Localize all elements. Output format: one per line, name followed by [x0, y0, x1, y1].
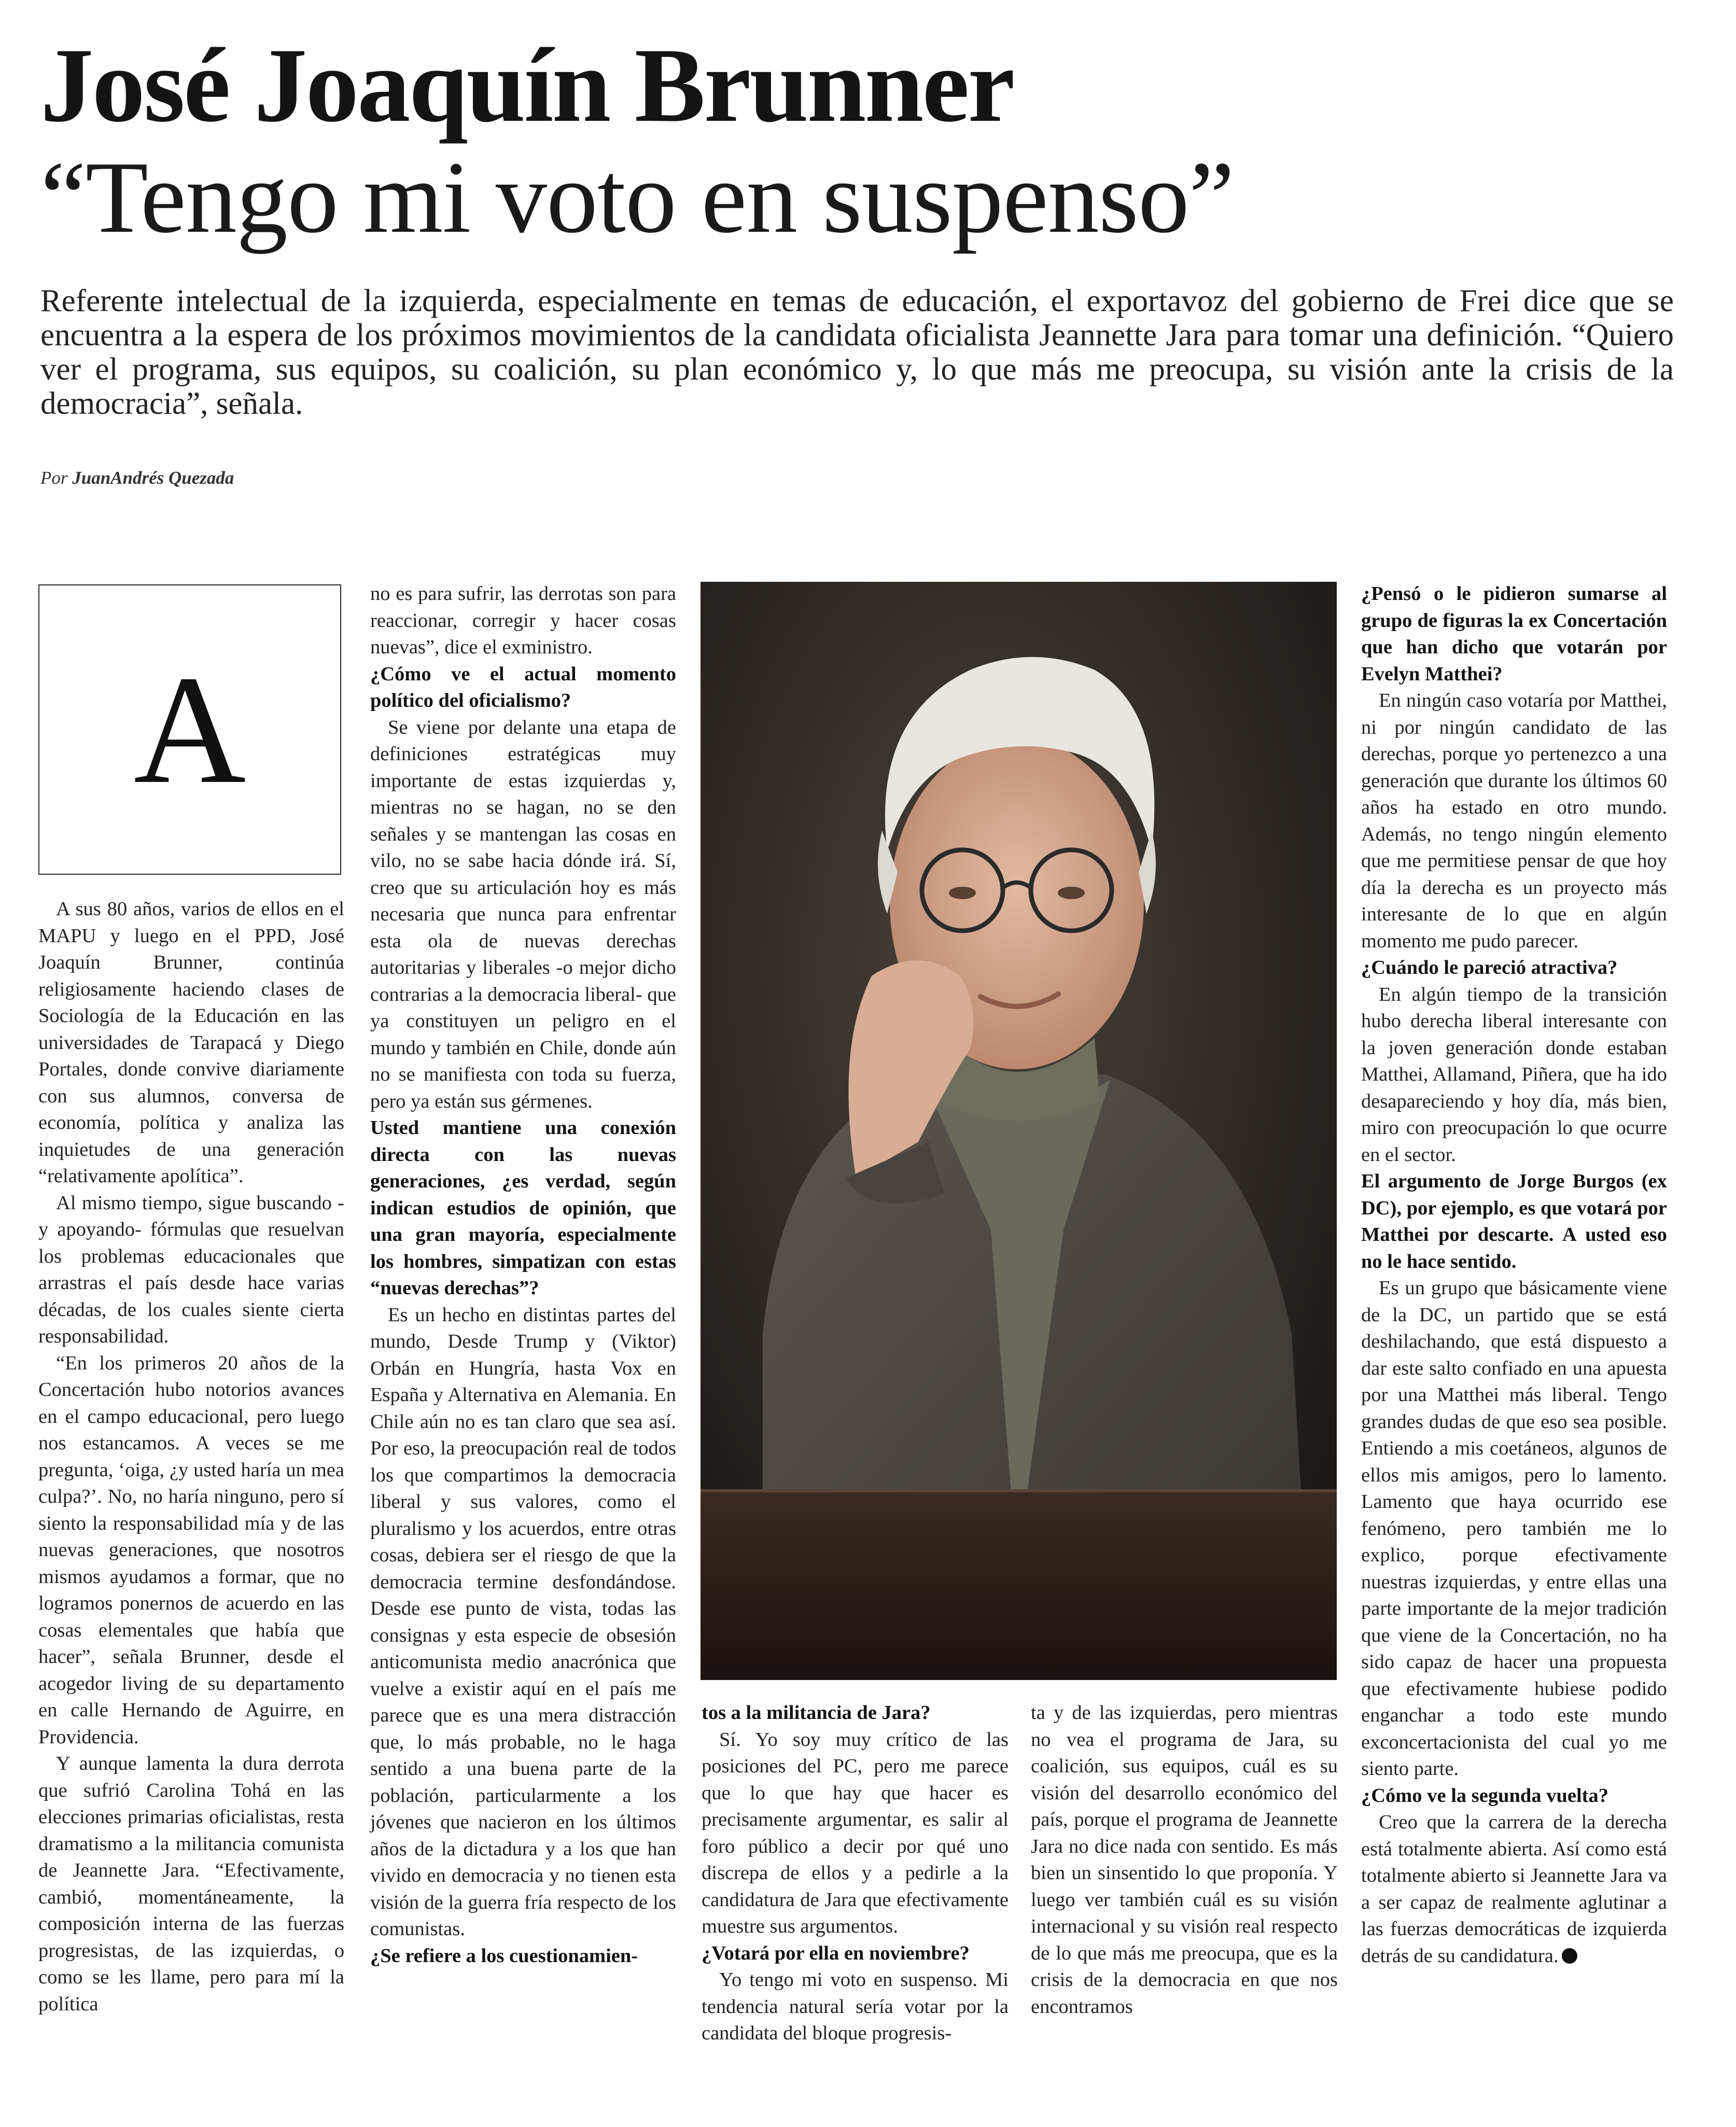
interview-answer: Es un grupo que básicamente viene de la DC, un partido que se está deshilachando, que está dispuesto a dar este salto confiado en una apuesta por una Matthei más liberal. Tengo grandes dudas de que eso sea posible. Entiendo a mis coetáneos, algunos de ellos mis amigos, pero lo lamento. Lamento que haya ocurrido ese fenómeno, pero también me lo explico, porque efectivamente nuestras izquierdas, y entre ellas una parte importante de la mejor tradición que viene de la Concertación, no ha sido capaz de hacer una propuesta que efectivamente hubiese podido enganchar a todo este mundo exconcertacionista del cual yo me siento parte. [1361, 1277, 1667, 1780]
paragraph: no es para sufrir, las derrotas son para reaccionar, corregir y hacer cosas nuevas”, dice el exministro. [370, 583, 676, 658]
byline-prefix: Por [40, 468, 68, 488]
portrait-photo [701, 582, 1337, 1680]
end-mark-icon [1562, 1948, 1577, 1964]
headline-name: José Joaquín Brunner [40, 26, 1014, 144]
interview-answer: Se viene por delante una etapa de definiciones estratégicas muy importante de estas izquierdas y, mientras no se hagan, no se den señales y se mantengan las cosas en vilo, no se sabe hacia dónde irá. Sí, creo que su articulación hoy es más necesaria que nunca para enfrentar esta ola de nuevas derechas autoritarias y liberales -o mejor dicho contrarias a la democracia liberal- que ya constituyen un peligro en el mundo y también en Chile, donde aún no se manifiesta con toda su fuerza, pero ya están sus gérmenes. [370, 716, 676, 1112]
dek: Referente intelectual de la izquierda, especialmente en temas de educación, el exportavoz del gobierno de Frei dice que se encuentra a la espera de los próximos movimientos de la candidata oficialista Jeannette Jara para tomar una definición. “Quiero ver el programa, sus equipos, su coalición, su plan económico y, lo que más me preocupa, su visión ante la crisis de la democracia”, señala. [40, 284, 1674, 421]
interview-answer: En algún tiempo de la transición hubo derecha liberal interesante con la joven generación donde estaban Matthei, Allamand, Piñera, que ha ido desapareciendo y hoy día, más bien, miro con preocupación lo que ocurre en el sector. [1361, 983, 1667, 1166]
interview-question: ¿Votará por ella en noviembre? [702, 1942, 970, 1964]
byline [40, 468, 234, 488]
final-answer-text: Creo que la carrera de la derecha está totalmente abierta. Así como está totalmente abierto si Jeannette Jara va a ser capaz de realmente aglutinar a las fuerzas democráticas de izquierda detrás de su candidatura. [1361, 1811, 1667, 1967]
interview-question: tos a la militancia de Jara? [702, 1702, 931, 1724]
article-column-3 [702, 1700, 1009, 2047]
paragraph: Y aunque lamenta la dura derrota que sufrió Carolina Tohá en las elecciones primarias oficialistas, resta dramatismo a la militancia comunista de Jeannette Jara. “Efectivamente, cambió, momentáneamente, la composición interna de las fuerzas progresistas, de las izquierdas, o como se les llame, pero para mí la política [38, 1753, 344, 2015]
interview-answer-final [1361, 1809, 1667, 1969]
interview-answer: Yo tengo mi voto en suspenso. Mi tendencia natural sería votar por la candidata del bloque progresis- [702, 1969, 1009, 2044]
byline-author: JuanAndrés Quezada [72, 468, 234, 488]
article-column-5 [1361, 581, 1667, 1969]
interview-answer: ta y de las izquierdas, pero mientras no vea el programa de Jara, su coalición, sus equipos, cuál es su visión del desarrollo económico del país, porque el programa de Jeannette Jara no dice nada con sentido. Es más bien un sinsentido lo que proponía. Y luego ver también cuál es su visión internacional y su visión real respecto de lo que más me preocupa, que es la crisis de la democracia en que nos encontramos [1031, 1702, 1338, 2018]
interview-answer: Sí. Yo soy muy crítico de las posiciones del PC, pero me parece que lo que hay que hacer es precisamente argumentar, es salir al foro público a decir por qué uno discrepa de ellos y a pedirle a la candidatura de Jara que efectivamente muestre sus argumentos. [702, 1728, 1009, 1937]
drop-initial-box [38, 584, 341, 875]
interview-question: El argumento de Jorge Burgos (ex DC), por ejemplo, es que votará por Matthei por descarte. A usted eso no le hace sentido. [1361, 1170, 1667, 1272]
paragraph: A sus 80 años, varios de ellos en el MAPU y luego en el PPD, José Joaquín Brunner, continúa religiosamente haciendo clases de Sociología de la Educación en las universidades de Tarapacá y Diego Portales, donde convive diariamente con sus alumnos, conversa de economía, política y analiza las inquietudes de una generación “relativamente apolítica”. [38, 898, 344, 1187]
paragraph: Al mismo tiempo, sigue buscando -y apoyando- fórmulas que resuelvan los problemas educacionales que arrastras el país desde hace varias décadas, de los cuales siente cierta responsabilidad. [38, 1192, 344, 1347]
article-column-2 [370, 581, 676, 1969]
article-column-4 [1031, 1700, 1338, 2020]
interview-answer: Es un hecho en distintas partes del mundo, Desde Trump y (Viktor) Orbán en Hungría, hasta Vox en España y Alternativa en Alemania. En Chile aún no es tan claro que sea así. Por eso, la preocupación real de todos los que compartimos la democracia liberal y sus valores, como el pluralismo y los acuerdos, entre otras cosas, debiera ser el riesgo de que la democracia termine desfondándose. Desde ese punto de vista, todas las consignas y esta especie de obsesión anticomunista medio anacrónica que vuelve a existir aquí en el país me parece que es una mera distracción que, lo más probable, no le haga sentido a una buena parte de la población, particularmente a los jóvenes que nacieron en los últimos años de la dictadura y a los que han vivido en democracia y no tienen esta visión de la guerra fría respecto de los comunistas. [370, 1304, 676, 1940]
interview-question: ¿Pensó o le pidieron sumarse al grupo de figuras la ex Concertación que han dicho que votarán por Evelyn Matthei? [1361, 583, 1667, 685]
interview-question: ¿Cuándo le pareció atractiva? [1361, 957, 1618, 978]
interview-question: ¿Se refiere a los cuestionamien- [370, 1944, 638, 1967]
interview-answer: En ningún caso votaría por Matthei, ni por ningún candidato de las derechas, porque yo pertenezco a una generación que durante los últimos 60 años ha estado en otro mundo. Además, no tengo ningún elemento que me permitiese pensar de que hoy día la derecha es un proyecto más interesante de lo que en algún momento me pudo parecer. [1361, 690, 1667, 952]
article-column-1 [38, 896, 344, 2018]
headline-quote: “Tengo mi voto en suspenso” [40, 141, 1234, 254]
drop-initial: A [133, 643, 246, 816]
interview-question: Usted mantiene una conexión directa con las nuevas generaciones, ¿es verdad, según indican estudios de opinión, que una gran mayoría, especialmente los hombres, simpatizan con estas “nuevas derechas”? [370, 1117, 676, 1299]
interview-question: ¿Cómo ve el actual momento político del oficialismo? [370, 663, 676, 711]
interview-question: ¿Cómo ve la segunda vuelta? [1361, 1784, 1608, 1807]
paragraph: “En los primeros 20 años de la Concertación hubo notorios avances en el campo educacional, pero luego nos estancamos. A veces se me pregunta, ‘oiga, ¿y usted haría un mea culpa?’. No, no haría ninguno, pero sí siento la responsabilidad mía y de las nuevas generaciones, que nosotros mismos ayudamos a formar, que no logramos ponernos de acuerdo en las cosas elementales que había que hacer”, señala Brunner, desde el acogedor living de su departamento en calle Hernando de Aguirre, en Providencia. [38, 1352, 344, 1748]
